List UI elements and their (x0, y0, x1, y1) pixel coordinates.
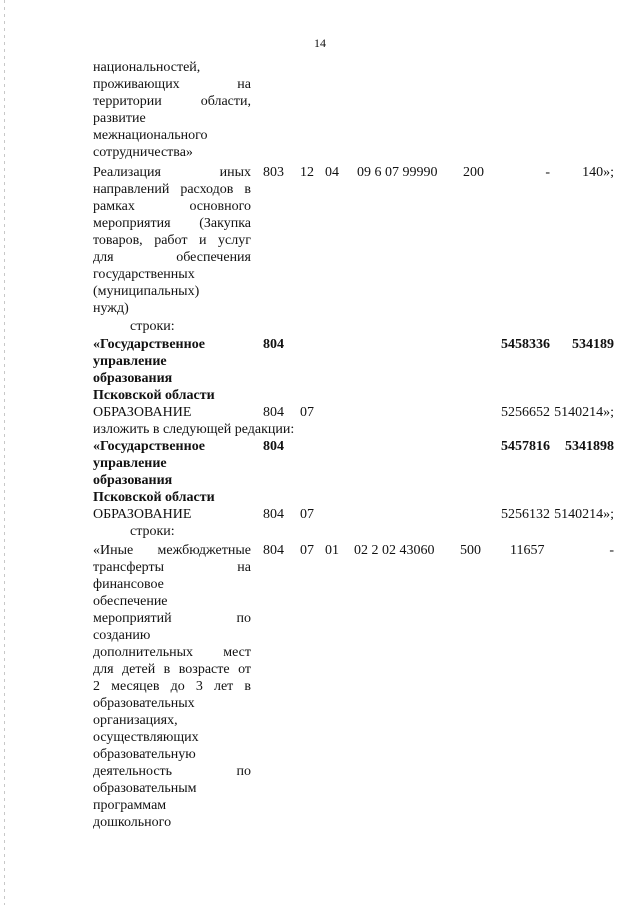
desc-line: Псковской области (93, 388, 215, 403)
desc-line: дополнительных мест (93, 645, 251, 660)
row-name: ОБРАЗОВАНИЕ (93, 507, 192, 522)
sum-year1: 5458336 (501, 337, 550, 352)
row-description (93, 542, 251, 831)
desc-line: «Государственное (93, 439, 205, 454)
label-stroki: строки: (130, 524, 175, 539)
sum-year2: 5140214»; (554, 507, 614, 522)
desc-line: направлений расходов в (93, 182, 251, 197)
scan-edge (4, 0, 5, 905)
desc-line: «Государственное (93, 337, 205, 352)
desc-line: нужд) (93, 301, 129, 316)
desc-line: Псковской области (93, 490, 215, 505)
sum-year1: 5256652 (501, 405, 550, 420)
section-code: 07 (300, 405, 314, 420)
desc-line: финансовое (93, 577, 164, 592)
desc-line: национальностей, (93, 60, 201, 75)
ministry-code: 803 (263, 165, 284, 180)
desc-line: осуществляющих (93, 730, 199, 745)
continuation-description (93, 59, 251, 161)
desc-line: для обеспечения (93, 250, 251, 265)
desc-line: проживающих на (93, 77, 251, 92)
desc-line: управление (93, 456, 167, 471)
sum-year1: 5457816 (501, 439, 550, 454)
desc-line: рамках основного (93, 199, 251, 214)
target-article: 09 6 07 99990 (357, 165, 438, 180)
desc-line: межнационального (93, 128, 208, 143)
desc-line: организациях, (93, 713, 178, 728)
expense-type: 500 (460, 543, 481, 558)
expense-type: 200 (463, 165, 484, 180)
desc-line: образования (93, 473, 173, 488)
ministry-code: 804 (263, 507, 284, 522)
row-description (93, 164, 251, 317)
desc-line: деятельность по (93, 764, 251, 779)
section-code: 12 (300, 165, 314, 180)
desc-line: Реализация иных (93, 165, 251, 180)
desc-line: мероприятия (Закупка (93, 216, 251, 231)
desc-line: сотрудничества» (93, 145, 193, 160)
section-code: 07 (300, 507, 314, 522)
sum-year1: 5256132 (501, 507, 550, 522)
desc-line: образовательную (93, 747, 196, 762)
ministry-code: 804 (263, 543, 284, 558)
subsection-code: 04 (325, 165, 339, 180)
desc-line: «Иные межбюджетные (93, 543, 251, 558)
desc-line: созданию (93, 628, 151, 643)
sum-year1: 11657 (510, 543, 545, 558)
desc-line: обеспечение (93, 594, 168, 609)
desc-line: (муниципальных) (93, 284, 200, 299)
desc-line: развитие (93, 111, 146, 126)
subsection-code: 01 (325, 543, 339, 558)
desc-line: управление (93, 354, 167, 369)
desc-line: территории области, (93, 94, 251, 109)
desc-line: образовательным (93, 781, 197, 796)
sum-year2: 5140214»; (554, 405, 614, 420)
row-description (93, 438, 251, 506)
desc-line: товаров, работ и услуг (93, 233, 251, 248)
desc-line: для детей в возрасте от (93, 662, 251, 677)
label-stroki: строки: (130, 319, 175, 334)
desc-line: мероприятий по (93, 611, 251, 626)
desc-line: трансферты на (93, 560, 251, 575)
row-description (93, 336, 251, 404)
sum-year2: - (609, 543, 614, 558)
sum-year1: - (545, 165, 550, 180)
desc-line: 2 месяцев до 3 лет в (93, 679, 251, 694)
sum-year2: 5341898 (565, 439, 614, 454)
sum-year2: 534189 (572, 337, 614, 352)
ministry-code: 804 (263, 439, 284, 454)
desc-line: программам (93, 798, 167, 813)
section-code: 07 (300, 543, 314, 558)
ministry-code: 804 (263, 405, 284, 420)
sum-year2: 140»; (582, 165, 614, 180)
row-name: ОБРАЗОВАНИЕ (93, 405, 192, 420)
target-article: 02 2 02 43060 (354, 543, 435, 558)
desc-line: государственных (93, 267, 195, 282)
page-number: 14 (314, 36, 326, 50)
instruction-text: изложить в следующей редакции: (93, 422, 295, 437)
ministry-code: 804 (263, 337, 284, 352)
desc-line: дошкольного (93, 815, 172, 830)
desc-line: образовательных (93, 696, 195, 711)
desc-line: образования (93, 371, 173, 386)
